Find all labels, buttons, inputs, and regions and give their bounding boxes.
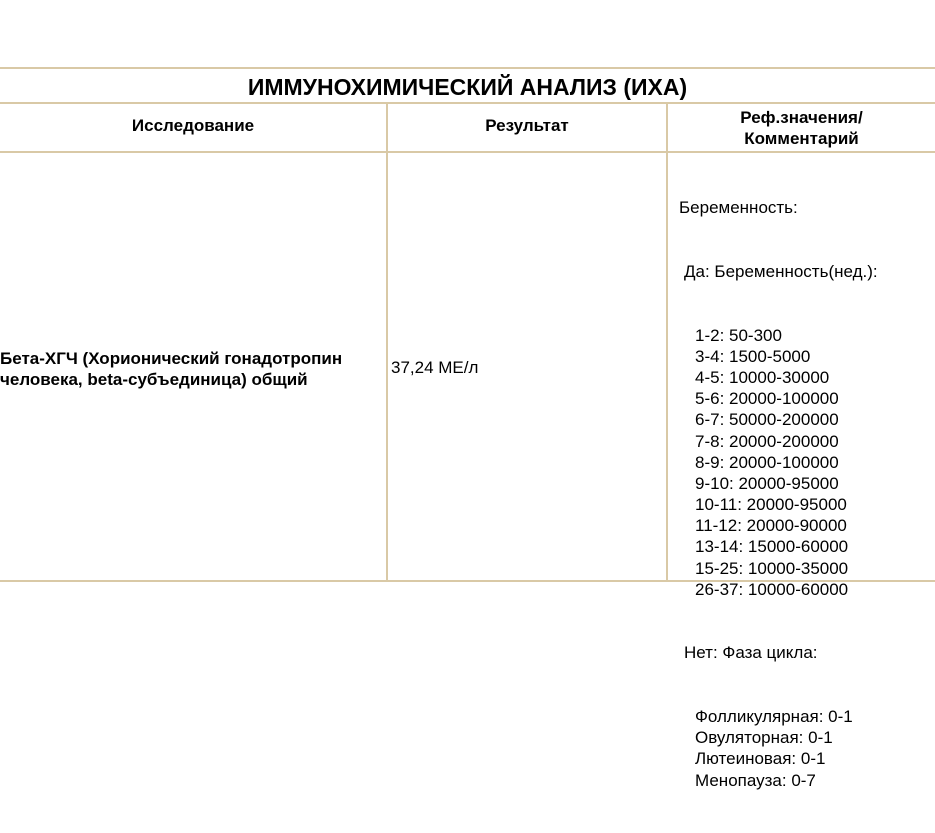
header-result: Результат (485, 116, 569, 135)
reference-range-item: Лютеиновая: 0-1 (695, 749, 826, 769)
reference-range-item: 26-37: 10000-60000 (695, 579, 849, 599)
test-name-line2: человека, beta-субъединица) общий (0, 370, 308, 389)
section-title: ИММУНОХИМИЧЕСКИЙ АНАЛИЗ (ИХА) (247, 74, 688, 100)
reference-range-item: Овуляторная: 0-1 (695, 728, 833, 748)
test-name (0, 348, 392, 390)
reference-range-item: Фолликулярная: 0-1 (695, 707, 853, 727)
pregnancy-yes-label: Да: Беременность(нед.): (684, 262, 878, 281)
reference-range-item: 11-12: 20000-90000 (695, 516, 847, 536)
reference-range-item: 5-6: 20000-100000 (695, 389, 839, 409)
reference-range-item: 1-2: 50-300 (695, 325, 782, 345)
reference-range-item: Менопауза: 0-7 (695, 770, 816, 790)
header-divider (0, 151, 935, 153)
reference-range-item: 13-14: 15000-60000 (695, 537, 849, 557)
test-result: 37,24 МЕ/л (391, 358, 479, 377)
pregnancy-no-label: Нет: Фаза цикла: (684, 643, 818, 663)
header-reference (668, 107, 935, 149)
test-name-line1: Бета-ХГЧ (Хорионический гонадотропин (0, 349, 343, 368)
column-divider-1 (386, 102, 388, 582)
reference-range-item: 8-9: 20000-100000 (695, 452, 839, 472)
header-reference-line1: Реф.значения/ (740, 108, 863, 127)
header-study: Исследование (131, 116, 255, 135)
pregnancy-weeks-list (679, 325, 878, 600)
reference-range-item: 7-8: 20000-200000 (695, 431, 839, 451)
reference-range-item: 4-5: 10000-30000 (695, 367, 830, 387)
reference-range-item: 15-25: 10000-35000 (695, 558, 849, 578)
reference-range-item: 9-10: 20000-95000 (695, 473, 839, 493)
reference-values (679, 155, 878, 833)
reference-range-item: 3-4: 1500-5000 (695, 346, 811, 366)
pregnancy-label: Беременность: (679, 198, 798, 218)
reference-range-item: 6-7: 50000-200000 (695, 410, 839, 430)
reference-range-item: 10-11: 20000-95000 (695, 495, 847, 515)
header-reference-line2: Комментарий (744, 129, 859, 148)
column-divider-2 (666, 102, 668, 582)
cycle-phase-list (679, 706, 878, 791)
table-top-border (0, 67, 935, 69)
title-divider (0, 102, 935, 104)
